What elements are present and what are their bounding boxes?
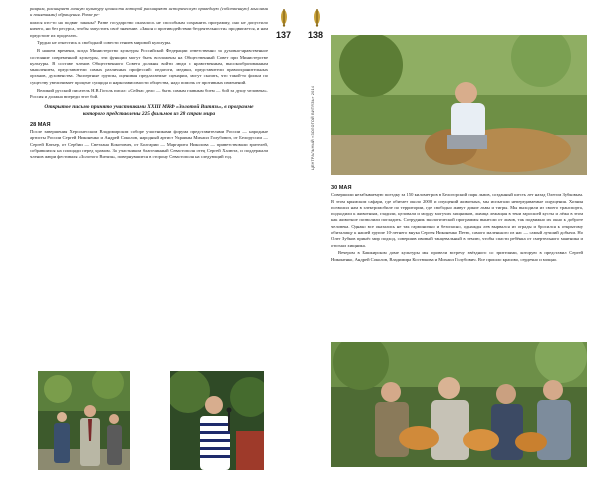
- paragraph: В нашем времени, когда Министерство культуры Российской Федерации ответственно за духовно-нравственное состояние современной культуры, эти функции могут быть возложены на Общественный Совет при Министерстве культуры. В составе членов Общественного Совета должны войти люди с нравственным, высокообразованным мышлением, представители самых различных профессий: педагоги, медики, представители правоохранительных органов, духовенства. Экспертные группы, оценивая предлагаемые сценарии, могут сказать, что такой-то фильм по существу увеличивает процент суицида и наркозависимости общества, надо помочь от противных изменений.: [30, 48, 268, 85]
- golden-knight-emblem-icon: [313, 8, 321, 27]
- running-head: ЦЕНТРАЛЬНЫЙ «ЗОЛОТОЙ ВИТЯЗЬ» 2014: [311, 85, 315, 170]
- paragraph: шился кто-то на подвиг законы? Разве государство оказалось не способным сохранить программу, оно не допустило ничего, ни без ресурса, чтобы запустить своё значение. «Закон о противодействии бездеятельности» продвигается, и нам предстоит их проделать.: [30, 20, 268, 38]
- date-heading: 28 МАЯ: [30, 121, 51, 128]
- date-heading: 30 МАЯ: [331, 185, 352, 191]
- paragraph: ранрам, расширяет личную культуру ценности которой расширяют историческую праведную (собственную) мыслями и понятиями) обращения. Разве ре-: [30, 6, 268, 18]
- paragraph: После завершения Херсонесском Владимирском соборе участниками форума представителями России — народные артисты России Сергей Никоненко и Андрей Соколов, народный артист Украины Михаил Голубович, от Белоруссии — Сергей Катьер, от Сербии — Светлана Кокотович, от Болгарии — Маргарита Николова — приветствовали зрителей, собравшихся на площади перед храмом. За участником благочинный Севастополя отец Сергей Халюта, и поддержали членов жюри фестиваля «Золотого Витязя», повернувшиеся в сторону Севастополя на следующий год.: [30, 129, 268, 160]
- left-text-column: [30, 6, 268, 162]
- photo-man-with-lion: [331, 35, 587, 175]
- right-page: [300, 0, 600, 499]
- paragraph: Трудно не отнестись к свободной совести гениев мировой культуры.: [37, 40, 172, 46]
- paragraph: Совершили незабываемую поездку за 150 километров в Белогорский парк львов, созданный шесть лет назад Олегом Зубковым. В этом крымском сафари, где обитает около 2000 и опущений животных, мы испытали непередаваемые ощущения. Хозяин позволил нам в электромобиле по территории, где свободно живут дикие львы и тигры. Мы выходили из своего транспорта, подходили к животным, гладили, целовали и морду могучих хищников, львица лежащая в тени заросшей кусты и лёжа в этом как животное позволили погладить. Сотрудник экологической программы вынесли от львов, так подвижно их окно к доброте человека. Однако все оказались не так гармонично и безопасно, однажды лев вырвался из ограды и бросился к открытому обиталищу к нашей группе 10-летнего внука Сергея Никоненко Петю, самого маленького из нас — самый лучший добычи. Но Олег Зубков принёс мир подход, совершив ивовый танцевальный в землю, чтобы спасти ребёнка от смертельного маятника и отогнал хищника.: [331, 192, 583, 248]
- page-number: 138: [308, 30, 324, 40]
- photo-group-with-tiger-cubs: [331, 342, 587, 467]
- paragraph: Вечером в Башкирском доме культуры мы провели встречу звёздного со зрителями, которую в представил Сергей Никоненко, Андрей Соколов, Владимира Костюкова и Михаил Голубович. Все прошло красиво, сердечно и мощно.: [331, 250, 583, 262]
- right-text-column: [331, 183, 583, 265]
- photo-speaker-microphone: [170, 371, 264, 470]
- paragraph: Великий русский писатель Н.В.Гоголь писал: «Сейчас дело — быть самым главным боем — бой за душу человека». Россия и должна впереди этот бой.: [30, 87, 268, 99]
- italic-note: Открытое письмо принято участниками XXIII МКФ «Золотой Витязь», в программе которого представлены 225 фильмов из 28 стран мира: [44, 104, 254, 117]
- photo-officials-outdoors: [38, 371, 130, 470]
- golden-knight-emblem-icon: [280, 8, 288, 27]
- page-number: 137: [276, 30, 292, 40]
